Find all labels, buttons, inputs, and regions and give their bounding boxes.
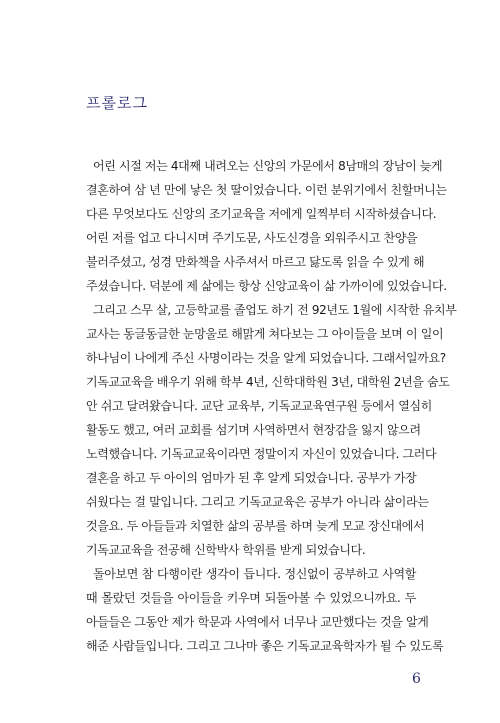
- page-number: 6: [412, 671, 421, 687]
- text-line: 기독교교육을 전공해 신학박사 학위를 받게 되었습니다.: [86, 543, 366, 557]
- text-line: 불러주셨고, 성경 만화책을 사주셔서 마르고 닳도록 읽을 수 있게 해: [86, 255, 425, 269]
- text-line: 어린 시절 저는 4대째 내려오는 신앙의 가문에서 8남매의 장남이 늦게: [93, 159, 443, 173]
- text-line: 그리고 스무 살, 고등학교를 졸업도 하기 전 92년도 1월에 시작한 유치부: [93, 303, 457, 317]
- text-line: 교사는 동글동글한 눈망울로 해맑게 쳐다보는 그 아이들을 보며 이 일이: [86, 327, 444, 341]
- text-line: 결혼하여 삼 년 만에 낳은 첫 딸이었습니다. 이런 분위기에서 친할머니는: [86, 183, 447, 197]
- chapter-heading: 프롤로그: [86, 94, 148, 112]
- text-line: 돌아보면 참 다행이란 생각이 듭니다. 정신없이 공부하고 사역할: [93, 567, 416, 581]
- text-line: 것을요. 두 아들들과 치열한 삶의 공부를 하며 늦게 모교 장신대에서: [86, 519, 425, 533]
- text-line: 안 쉬고 달려왔습니다. 교단 교육부, 기독교교육연구원 등에서 열심히: [86, 399, 432, 413]
- text-line: 어린 저를 업고 다니시며 주기도문, 사도신경을 외워주시고 찬양을: [86, 231, 418, 245]
- text-line: 아들들은 그동안 제가 학문과 사역에서 너무나 교만했다는 것을 알게: [86, 615, 429, 629]
- text-line: 다른 무엇보다도 신앙의 조기교육을 저에게 일찍부터 시작하셨습니다.: [86, 207, 437, 221]
- text-line: 해준 사람들입니다. 그리고 그나마 좋은 기독교교육학자가 될 수 있도록: [86, 639, 444, 653]
- text-line: 주셨습니다. 덕분에 제 삶에는 항상 신앙교육이 삶 가까이에 있었습니다.: [86, 279, 447, 293]
- text-line: 쉬웠다는 걸 말입니다. 그리고 기독교교육은 공부가 아니라 삶이라는: [86, 495, 429, 509]
- text-line: 노력했습니다. 기독교교육이라면 정말이지 자신이 있었습니다. 그러다: [86, 447, 437, 461]
- text-line: 기독교교육을 배우기 위해 학부 4년, 신학대학원 3년, 대학원 2년을 숨도: [86, 375, 450, 389]
- body-text: [86, 154, 457, 658]
- text-line: 때 몰랐던 것들을 아이들을 키우며 되돌아볼 수 있었으니까요. 두: [86, 591, 416, 605]
- text-line: 하나님이 나에게 주신 사명이라는 것을 알게 되었습니다. 그래서일까요?: [86, 351, 446, 365]
- text-line: 결혼을 하고 두 아이의 엄마가 된 후 알게 되었습니다. 공부가 가장: [86, 471, 417, 485]
- text-line: 활동도 했고, 여러 교회를 섬기며 사역하면서 현장감을 잃지 않으려: [86, 423, 421, 437]
